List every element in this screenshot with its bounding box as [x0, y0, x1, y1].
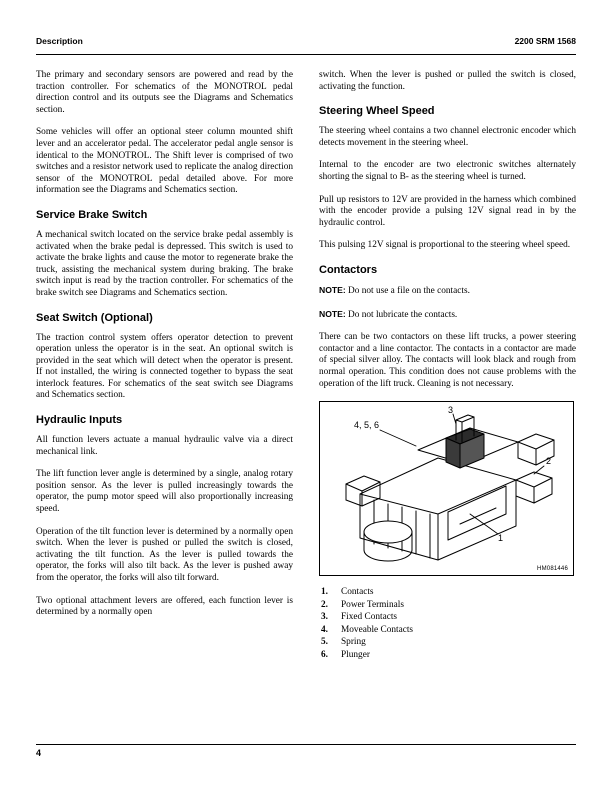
legend-label: Fixed Contacts — [341, 612, 398, 623]
note-text: Do not use a file on the contacts. — [345, 285, 470, 296]
heading-service-brake-switch: Service Brake Switch — [36, 208, 148, 221]
paragraph: The traction control system offers operator detection to prevent operation unless the operator is in the seat. An optional switch is provided in the seat which will detect when the operator is present. If not installed, the wiring is connected together to bypass the seat interlock features. For schematics of the seat switch see Diagrams and Schematics section. — [36, 332, 293, 401]
paragraph: The lift function lever angle is determined by a single, analog rotary position sensor. As the lever is pulled increasingly towards the operator, the pump motor speed will also proportionally increasing speed. — [36, 469, 293, 515]
legend-item — [319, 586, 576, 599]
right-column — [319, 70, 576, 662]
legend-item — [319, 599, 576, 612]
paragraph: There can be two contactors on these lift trucks, a power steering contactor and a line contactor. The contacts in a contactor are made of special silver alloy. The contacts will look black and rough from normal operation. This condition does not cause problems with the operation of the lift truck. Cleaning is not necessary. — [319, 332, 576, 389]
legend-label: Moveable Contacts — [341, 624, 414, 635]
header-divider — [36, 54, 576, 55]
legend-number: 2. — [321, 599, 328, 610]
paragraph: A mechanical switch located on the service brake pedal assembly is activated when the brake pedal is depressed. This switch is used to activate the brake lights and cause the motor to regenerate brake the truck, assisting the mechanical system during braking. The brake switch input is read by the traction controller. For schematics of the brake switch see Diagrams and Schematics section. — [36, 229, 293, 298]
contactor-figure — [319, 401, 574, 576]
legend-item — [319, 649, 576, 662]
legend-number: 1. — [321, 587, 328, 598]
note-text: Do not lubricate the contacts. — [345, 309, 458, 320]
legend-label: Contacts — [341, 587, 374, 598]
legend-item — [319, 636, 576, 649]
note-label: NOTE: — [319, 308, 346, 319]
paragraph: Two optional attachment levers are offered, each function lever is determined by a normally open — [36, 595, 293, 618]
contactor-illustration — [320, 402, 573, 575]
heading-hydraulic-inputs: Hydraulic Inputs — [36, 414, 123, 427]
left-column — [36, 70, 293, 630]
note-label: NOTE: — [319, 284, 346, 295]
legend-label: Plunger — [341, 650, 370, 661]
page-number: 4 — [36, 748, 42, 758]
paragraph: Some vehicles will offer an optional steer column mounted shift lever and an accelerator pedal. The accelerator pedal angle sensor is identical to the MONOTROL. The Shift lever is comprised of two switches and a resistor network used to replicate the analog direction sensor of the MONOTROL pedal detailed above. For more information see the Diagrams and Schematics section. — [36, 127, 293, 196]
paragraph: The steering wheel contains a two channel electronic encoder which detects movement in the steering wheel. — [319, 126, 576, 148]
legend-number: 3. — [321, 612, 328, 623]
figure-callout-456: 4, 5, 6 — [354, 420, 380, 431]
legend-label: Spring — [341, 637, 366, 648]
legend-item — [319, 611, 576, 624]
paragraph: Pull up resistors to 12V are provided in the harness which combined with the encoder provide a pulsing 12V signal read in by the hydraulic control. — [319, 194, 576, 228]
header-document-number: 2200 SRM 1568 — [514, 36, 576, 46]
header-section-title: Description — [36, 36, 83, 46]
legend-number: 5. — [321, 637, 328, 648]
paragraph: switch. When the lever is pushed or pulled the switch is closed, activating the function. — [319, 70, 576, 92]
note-no-lubricate — [319, 309, 576, 322]
paragraph: Internal to the encoder are two electronic switches alternately shorting the signal to B- as the steering wheel is turned. — [319, 160, 576, 182]
legend-item — [319, 624, 576, 637]
figure-callout-2: 2 — [546, 456, 552, 467]
legend-number: 6. — [321, 650, 328, 661]
paragraph: This pulsing 12V signal is proportional to the steering wheel speed. — [319, 240, 571, 251]
legend-label: Power Terminals — [341, 599, 404, 610]
figure-id-label: HM081446 — [537, 566, 568, 573]
note-no-file — [319, 285, 576, 298]
figure-callout-1: 1 — [498, 533, 504, 544]
figure-callout-3: 3 — [448, 405, 454, 416]
paragraph: All function levers actuate a manual hydraulic valve via a direct mechanical link. — [36, 435, 293, 457]
heading-seat-switch: Seat Switch (Optional) — [36, 311, 153, 324]
heading-steering-wheel-speed: Steering Wheel Speed — [319, 105, 435, 118]
page-header — [36, 36, 576, 56]
paragraph: Operation of the tilt function lever is determined by a normally open switch. When the lever is pushed or pulled the switch is closed, activating the tilt function. As the lever is pulled towards the operator, the forks will also tilt back. As the lever is pushed away from the operator, the forks will also tilt forward. — [36, 526, 293, 583]
figure-legend — [319, 586, 576, 662]
legend-number: 4. — [321, 624, 328, 635]
footer-divider — [36, 744, 576, 745]
paragraph: The primary and secondary sensors are powered and read by the traction controller. For schematics of the MONOTROL pedal direction control and its outputs see the Diagrams and Schematics section. — [36, 70, 293, 115]
heading-contactors: Contactors — [319, 263, 378, 276]
